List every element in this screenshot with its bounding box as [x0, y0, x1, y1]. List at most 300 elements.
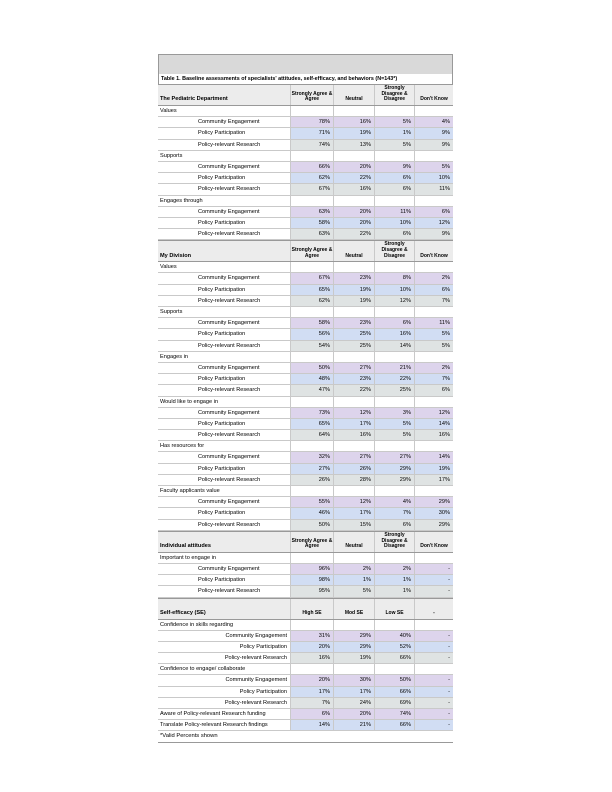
value-cell: 7% — [291, 698, 334, 708]
value-cell: 98% — [291, 575, 334, 585]
value-cell: 26% — [291, 475, 334, 485]
value-cell: 32% — [291, 452, 334, 462]
column-header: Strongly Disagree & Disagree — [375, 532, 415, 552]
value-cell: 19% — [415, 464, 453, 474]
value-cell: 5% — [334, 586, 375, 596]
value-cell: 54% — [291, 341, 334, 351]
value-cell: 17% — [334, 687, 375, 697]
empty-cell — [375, 441, 415, 451]
value-cell: 16% — [375, 329, 415, 339]
column-header: Don't Know — [420, 543, 448, 550]
value-cell: 46% — [291, 508, 334, 518]
empty-cell — [415, 151, 453, 161]
value-cell: 17% — [334, 419, 375, 429]
value-cell: 19% — [334, 285, 375, 295]
row-label: Policy-relevant Research — [158, 341, 291, 351]
group-row — [158, 262, 453, 273]
row-label: Community Engagement — [158, 162, 291, 172]
value-cell: 17% — [291, 687, 334, 697]
results-table — [158, 54, 453, 743]
value-cell: 27% — [291, 464, 334, 474]
row-label: Policy Participation — [158, 374, 291, 384]
value-cell: 16% — [334, 117, 375, 127]
row-label: Community Engagement — [158, 363, 291, 373]
column-header: Strongly Disagree & Disagree — [375, 85, 415, 105]
value-cell: 29% — [334, 642, 375, 652]
value-cell: 78% — [291, 117, 334, 127]
group-row — [158, 106, 453, 117]
column-header: Strongly Agree & Agree — [291, 85, 334, 105]
table-row — [158, 675, 453, 686]
value-cell: 29% — [375, 475, 415, 485]
group-row — [158, 441, 453, 452]
value-cell: 4% — [415, 117, 453, 127]
section-title: Individual attitudes — [158, 532, 291, 552]
row-label: Policy-relevant Research — [158, 430, 291, 440]
column-header: High SE — [291, 599, 334, 619]
value-cell: 14% — [415, 452, 453, 462]
value-cell: 1% — [375, 575, 415, 585]
value-cell: 69% — [375, 698, 415, 708]
empty-cell — [375, 620, 415, 630]
value-cell: 27% — [334, 452, 375, 462]
row-label: Policy Participation — [158, 128, 291, 138]
table-row — [158, 218, 453, 229]
group-label: Values — [158, 106, 291, 116]
row-label: Policy-relevant Research — [158, 184, 291, 194]
value-cell: 66% — [291, 162, 334, 172]
value-cell: 63% — [291, 207, 334, 217]
row-label: Translate Policy-relevant Research findings — [158, 720, 291, 730]
value-cell: 66% — [375, 653, 415, 663]
value-cell: 11% — [415, 318, 453, 328]
value-cell: 6% — [415, 207, 453, 217]
row-label: Aware of Policy-relevant Research funding — [158, 709, 291, 719]
row-label: Policy-relevant Research — [158, 385, 291, 395]
empty-cell — [291, 553, 334, 563]
row-label: Policy-relevant Research — [158, 653, 291, 663]
empty-cell — [375, 151, 415, 161]
value-cell: - — [415, 642, 453, 652]
empty-cell — [415, 553, 453, 563]
table-row — [158, 341, 453, 352]
value-cell: 7% — [415, 374, 453, 384]
empty-cell — [291, 196, 334, 206]
section-header — [158, 598, 453, 620]
value-cell: 52% — [375, 642, 415, 652]
value-cell: 14% — [415, 419, 453, 429]
row-label: Policy-relevant Research — [158, 586, 291, 596]
value-cell: - — [415, 631, 453, 641]
value-cell: 22% — [334, 229, 375, 239]
value-cell: - — [415, 564, 453, 574]
value-cell: 12% — [334, 497, 375, 507]
column-header: - — [433, 609, 435, 616]
value-cell: 6% — [415, 285, 453, 295]
value-cell: 6% — [375, 229, 415, 239]
empty-cell — [375, 397, 415, 407]
empty-cell — [334, 620, 375, 630]
row-label: Policy-relevant Research — [158, 229, 291, 239]
group-label: Engages in — [158, 352, 291, 362]
empty-cell — [375, 106, 415, 116]
value-cell: 62% — [291, 173, 334, 183]
value-cell: - — [415, 709, 453, 719]
value-cell: 5% — [415, 329, 453, 339]
empty-cell — [334, 397, 375, 407]
empty-cell — [291, 397, 334, 407]
value-cell: 2% — [415, 273, 453, 283]
row-label: Community Engagement — [158, 207, 291, 217]
group-row — [158, 151, 453, 162]
value-cell: 63% — [291, 229, 334, 239]
value-cell: 1% — [375, 586, 415, 596]
table-row — [158, 430, 453, 441]
value-cell: 27% — [334, 363, 375, 373]
value-cell: 74% — [291, 140, 334, 150]
table-row — [158, 296, 453, 307]
empty-cell — [415, 664, 453, 674]
table-row — [158, 642, 453, 653]
table-row — [158, 709, 453, 720]
value-cell: 16% — [334, 430, 375, 440]
value-cell: 67% — [291, 273, 334, 283]
value-cell: 58% — [291, 318, 334, 328]
table-footnote: *Valid Percents shown — [158, 731, 453, 743]
value-cell: 5% — [375, 140, 415, 150]
empty-cell — [415, 352, 453, 362]
value-cell: 6% — [375, 184, 415, 194]
value-cell: 26% — [334, 464, 375, 474]
group-label: Confidence in skills regarding — [158, 620, 291, 630]
table-row — [158, 520, 453, 531]
table-row — [158, 207, 453, 218]
empty-cell — [291, 151, 334, 161]
empty-cell — [415, 620, 453, 630]
section-title: Self-efficacy (SE) — [158, 599, 291, 619]
row-label: Policy Participation — [158, 464, 291, 474]
empty-cell — [375, 352, 415, 362]
value-cell: 5% — [375, 430, 415, 440]
table-row — [158, 162, 453, 173]
value-cell: 67% — [291, 184, 334, 194]
value-cell: 12% — [415, 408, 453, 418]
value-cell: 15% — [334, 520, 375, 530]
column-header: Strongly Disagree & Disagree — [375, 241, 415, 261]
empty-cell — [415, 441, 453, 451]
group-row — [158, 553, 453, 564]
empty-cell — [375, 553, 415, 563]
row-label: Policy Participation — [158, 285, 291, 295]
value-cell: 20% — [291, 675, 334, 685]
value-cell: 6% — [415, 385, 453, 395]
value-cell: - — [415, 575, 453, 585]
empty-cell — [291, 664, 334, 674]
value-cell: 4% — [375, 497, 415, 507]
row-label: Policy Participation — [158, 419, 291, 429]
empty-cell — [375, 307, 415, 317]
table-row — [158, 140, 453, 151]
table-row — [158, 408, 453, 419]
value-cell: 30% — [415, 508, 453, 518]
table-row — [158, 575, 453, 586]
value-cell: 58% — [291, 218, 334, 228]
value-cell: 24% — [334, 698, 375, 708]
value-cell: 21% — [334, 720, 375, 730]
column-header: Strongly Agree & Agree — [291, 241, 334, 261]
group-label: Would like to engage in — [158, 397, 291, 407]
row-label: Community Engagement — [158, 318, 291, 328]
value-cell: 19% — [334, 128, 375, 138]
value-cell: 56% — [291, 329, 334, 339]
value-cell: 65% — [291, 419, 334, 429]
value-cell: 55% — [291, 497, 334, 507]
row-label: Policy Participation — [158, 218, 291, 228]
value-cell: - — [415, 720, 453, 730]
table-row — [158, 720, 453, 731]
table-row — [158, 497, 453, 508]
table-row — [158, 475, 453, 486]
group-label: Confidence to engage/ collaborate — [158, 664, 291, 674]
row-label: Policy-relevant Research — [158, 140, 291, 150]
value-cell: 5% — [375, 419, 415, 429]
table-row — [158, 385, 453, 396]
value-cell: 3% — [375, 408, 415, 418]
empty-cell — [291, 620, 334, 630]
table-row — [158, 452, 453, 463]
value-cell: 62% — [291, 296, 334, 306]
value-cell: 11% — [415, 184, 453, 194]
value-cell: 16% — [334, 184, 375, 194]
value-cell: 28% — [334, 475, 375, 485]
section-title: The Pediatric Department — [158, 85, 291, 105]
empty-cell — [334, 307, 375, 317]
value-cell: 16% — [291, 653, 334, 663]
value-cell: 20% — [334, 207, 375, 217]
row-label: Community Engagement — [158, 452, 291, 462]
table-row — [158, 631, 453, 642]
value-cell: 22% — [334, 173, 375, 183]
table-body — [158, 84, 453, 731]
value-cell: 1% — [375, 128, 415, 138]
row-label: Policy-relevant Research — [158, 698, 291, 708]
value-cell: 25% — [375, 385, 415, 395]
column-header: Low SE — [375, 599, 415, 619]
column-header: Neutral — [334, 241, 375, 261]
value-cell: 65% — [291, 285, 334, 295]
value-cell: 10% — [415, 173, 453, 183]
value-cell: 25% — [334, 329, 375, 339]
empty-cell — [375, 262, 415, 272]
table-row — [158, 508, 453, 519]
row-label: Community Engagement — [158, 273, 291, 283]
row-label: Policy Participation — [158, 642, 291, 652]
value-cell: - — [415, 675, 453, 685]
table-top-band — [158, 54, 453, 74]
empty-cell — [334, 486, 375, 496]
value-cell: 6% — [375, 173, 415, 183]
table-row — [158, 273, 453, 284]
row-label: Community Engagement — [158, 117, 291, 127]
value-cell: 22% — [375, 374, 415, 384]
group-label: Values — [158, 262, 291, 272]
row-label: Community Engagement — [158, 564, 291, 574]
value-cell: 9% — [375, 162, 415, 172]
empty-cell — [415, 307, 453, 317]
table-row — [158, 653, 453, 664]
table-title: Table 1. Baseline assessments of specialists' attitudes, self-efficacy, and behaviors (N=143*) — [158, 74, 453, 84]
group-label: Supports — [158, 307, 291, 317]
value-cell: 5% — [375, 117, 415, 127]
value-cell: 19% — [334, 653, 375, 663]
value-cell: - — [415, 653, 453, 663]
table-row — [158, 698, 453, 709]
value-cell: 5% — [415, 162, 453, 172]
table-row — [158, 285, 453, 296]
value-cell: 29% — [334, 631, 375, 641]
empty-cell — [291, 106, 334, 116]
value-cell: 2% — [334, 564, 375, 574]
empty-cell — [291, 486, 334, 496]
value-cell: 13% — [334, 140, 375, 150]
empty-cell — [334, 352, 375, 362]
value-cell: 7% — [375, 508, 415, 518]
value-cell: 23% — [334, 374, 375, 384]
value-cell: 23% — [334, 273, 375, 283]
value-cell: 12% — [375, 296, 415, 306]
section-header — [158, 240, 453, 262]
empty-cell — [375, 196, 415, 206]
empty-cell — [334, 106, 375, 116]
row-label: Policy-relevant Research — [158, 520, 291, 530]
table-row — [158, 329, 453, 340]
value-cell: 14% — [291, 720, 334, 730]
value-cell: 21% — [375, 363, 415, 373]
group-row — [158, 196, 453, 207]
value-cell: 23% — [334, 318, 375, 328]
empty-cell — [334, 151, 375, 161]
table-row — [158, 229, 453, 240]
column-header: Neutral — [334, 85, 375, 105]
group-label: Supports — [158, 151, 291, 161]
empty-cell — [334, 553, 375, 563]
value-cell: 17% — [415, 475, 453, 485]
column-header: Don't Know — [420, 252, 448, 259]
table-row — [158, 184, 453, 195]
empty-cell — [334, 664, 375, 674]
value-cell: 71% — [291, 128, 334, 138]
value-cell: 16% — [415, 430, 453, 440]
value-cell: 50% — [291, 363, 334, 373]
value-cell: 20% — [334, 218, 375, 228]
table-row — [158, 419, 453, 430]
value-cell: 50% — [375, 675, 415, 685]
value-cell: 20% — [291, 642, 334, 652]
value-cell: 29% — [375, 464, 415, 474]
value-cell: 11% — [375, 207, 415, 217]
empty-cell — [334, 441, 375, 451]
value-cell: 74% — [375, 709, 415, 719]
value-cell: 20% — [334, 162, 375, 172]
value-cell: 25% — [334, 341, 375, 351]
value-cell: 20% — [334, 709, 375, 719]
value-cell: 96% — [291, 564, 334, 574]
value-cell: 19% — [334, 296, 375, 306]
value-cell: - — [415, 586, 453, 596]
value-cell: 30% — [334, 675, 375, 685]
value-cell: 27% — [375, 452, 415, 462]
empty-cell — [375, 486, 415, 496]
empty-cell — [375, 664, 415, 674]
value-cell: 12% — [334, 408, 375, 418]
value-cell: 29% — [415, 520, 453, 530]
column-header: Mod SE — [334, 599, 375, 619]
table-row — [158, 586, 453, 597]
group-row — [158, 620, 453, 631]
value-cell: 31% — [291, 631, 334, 641]
value-cell: 12% — [415, 218, 453, 228]
value-cell: - — [415, 687, 453, 697]
row-label: Community Engagement — [158, 497, 291, 507]
table-row — [158, 464, 453, 475]
section-title: My Division — [158, 241, 291, 261]
empty-cell — [415, 262, 453, 272]
value-cell: 48% — [291, 374, 334, 384]
column-header: Neutral — [334, 532, 375, 552]
value-cell: 47% — [291, 385, 334, 395]
row-label: Policy Participation — [158, 575, 291, 585]
value-cell: 2% — [375, 564, 415, 574]
group-row — [158, 486, 453, 497]
value-cell: 17% — [334, 508, 375, 518]
column-header: Don't Know — [420, 96, 448, 103]
table-row — [158, 173, 453, 184]
value-cell: 29% — [415, 497, 453, 507]
group-row — [158, 664, 453, 675]
row-label: Policy Participation — [158, 687, 291, 697]
value-cell: 14% — [375, 341, 415, 351]
empty-cell — [291, 262, 334, 272]
row-label: Community Engagement — [158, 631, 291, 641]
empty-cell — [334, 196, 375, 206]
value-cell: 66% — [375, 687, 415, 697]
value-cell: 9% — [415, 140, 453, 150]
value-cell: 6% — [375, 318, 415, 328]
group-row — [158, 352, 453, 363]
group-row — [158, 307, 453, 318]
value-cell: 6% — [291, 709, 334, 719]
value-cell: 73% — [291, 408, 334, 418]
empty-cell — [291, 441, 334, 451]
empty-cell — [291, 352, 334, 362]
value-cell: - — [415, 698, 453, 708]
group-label: Important to engage in — [158, 553, 291, 563]
group-label: Has resources for — [158, 441, 291, 451]
section-header — [158, 531, 453, 553]
value-cell: 5% — [415, 341, 453, 351]
table-row — [158, 318, 453, 329]
table-row — [158, 564, 453, 575]
value-cell: 40% — [375, 631, 415, 641]
table-row — [158, 374, 453, 385]
value-cell: 50% — [291, 520, 334, 530]
table-row — [158, 363, 453, 374]
value-cell: 9% — [415, 229, 453, 239]
value-cell: 1% — [334, 575, 375, 585]
group-row — [158, 397, 453, 408]
table-row — [158, 687, 453, 698]
empty-cell — [415, 196, 453, 206]
